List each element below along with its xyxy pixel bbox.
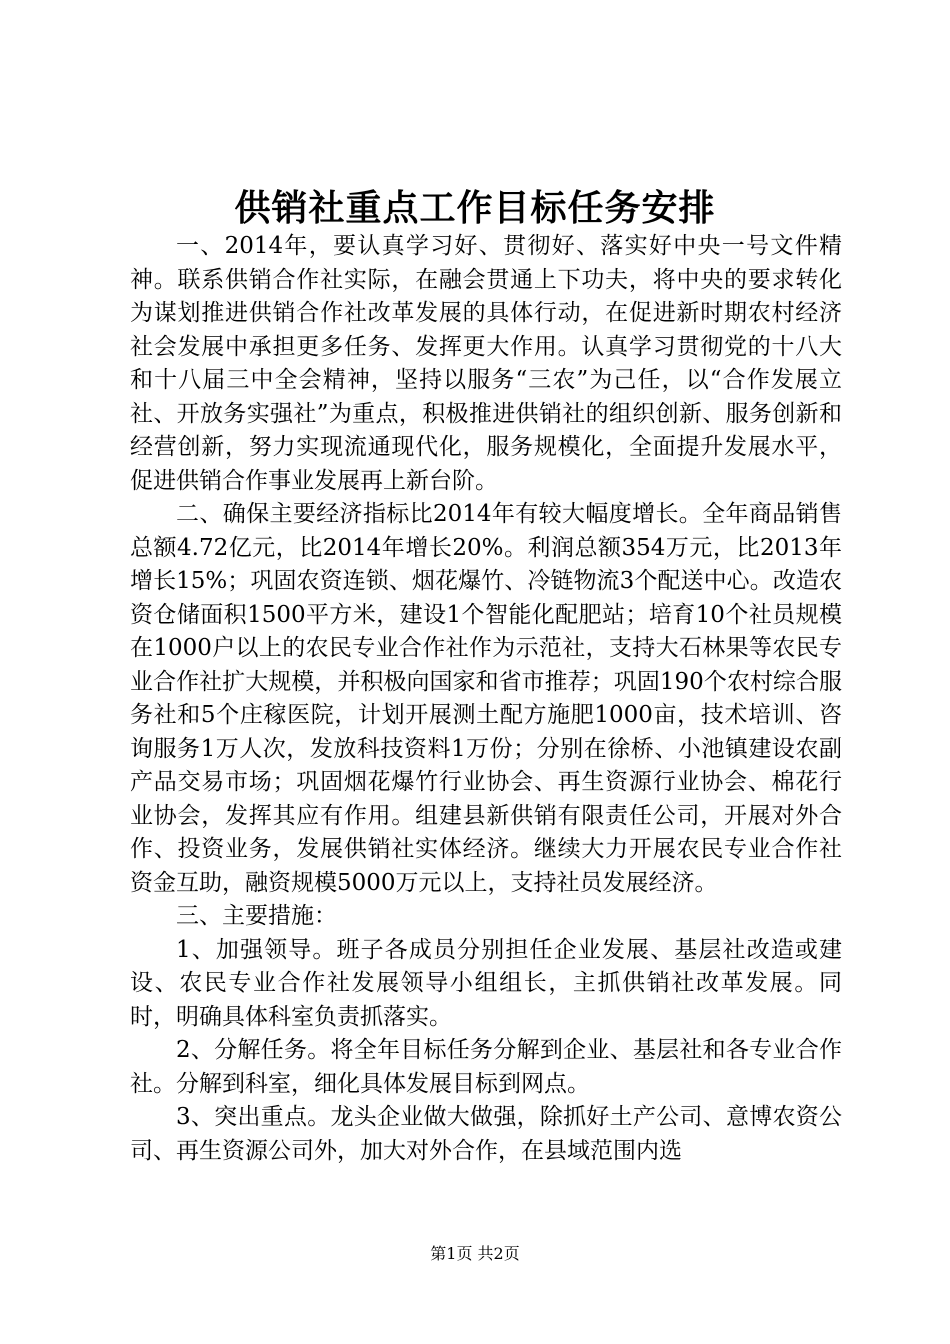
paragraph-2: 二、确保主要经济指标比2014年有较大幅度增长。全年商品销售总额4.72亿元，比2014年增长20%。利润总额354万元，比2013年增长15%；巩固农资连锁、烟花爆竹、冷链物流3个配送中心。改造农资仓储面积1500平方米，建设1个智能化配肥站；培育10个社员规模在1000户以上的农民专业合作社作为示范社，支持大石林果等农民专业合作社扩大规模，并积极向国家和省市推荐；巩固190个农村综合服务社和5个庄稼医院，计划开展测土配方施肥1000亩，技术培训、咨询服务1万人次，发放科技资料1万份；分别在徐桥、小池镇建设农副产品交易市场；巩固烟花爆竹行业协会、再生资源行业协会、棉花行业协会，发挥其应有作用。组建县新供销有限责任公司，开展对外合作、投资业务，发展供销社实体经济。继续大力开展农民专业合作社资金互助，融资规模5000万元以上，支持社员发展经济。: [130, 501, 842, 896]
page-footer: 第1页 共2页: [430, 1244, 520, 1263]
paragraph-3: 三、主要措施：: [176, 903, 337, 929]
document-body: [130, 230, 842, 1168]
paragraph-6: 3、突出重点。龙头企业做大做强，除抓好土产公司、意博农资公司、再生资源公司外，加大对外合作，在县域范围内选: [130, 1104, 842, 1164]
document-title: 供销社重点工作目标任务安排: [234, 187, 716, 229]
paragraph-5: 2、分解任务。将全年目标任务分解到企业、基层社和各专业合作社。分解到科室，细化具体发展目标到网点。: [130, 1037, 842, 1097]
paragraph-4: 1、加强领导。班子各成员分别担任企业发展、基层社改造或建设、农民专业合作社发展领导小组组长，主抓供销社改革发展。同时，明确具体科室负责抓落实。: [130, 936, 842, 1030]
paragraph-1: 一、2014年，要认真学习好、贯彻好、落实好中央一号文件精神。联系供销合作社实际，在融会贯通上下功夫，将中央的要求转化为谋划推进供销合作社改革发展的具体行动，在促进新时期农村经济社会发展中承担更多任务、发挥更大作用。认真学习贯彻党的十八大和十八届三中全会精神，坚持以服务“三农”为己任，以“合作发展立社、开放务实强社”为重点，积极推进供销社的组织创新、服务创新和经营创新，努力实现流通现代化，服务规模化，全面提升发展水平，促进供销合作事业发展再上新台阶。: [130, 233, 842, 494]
